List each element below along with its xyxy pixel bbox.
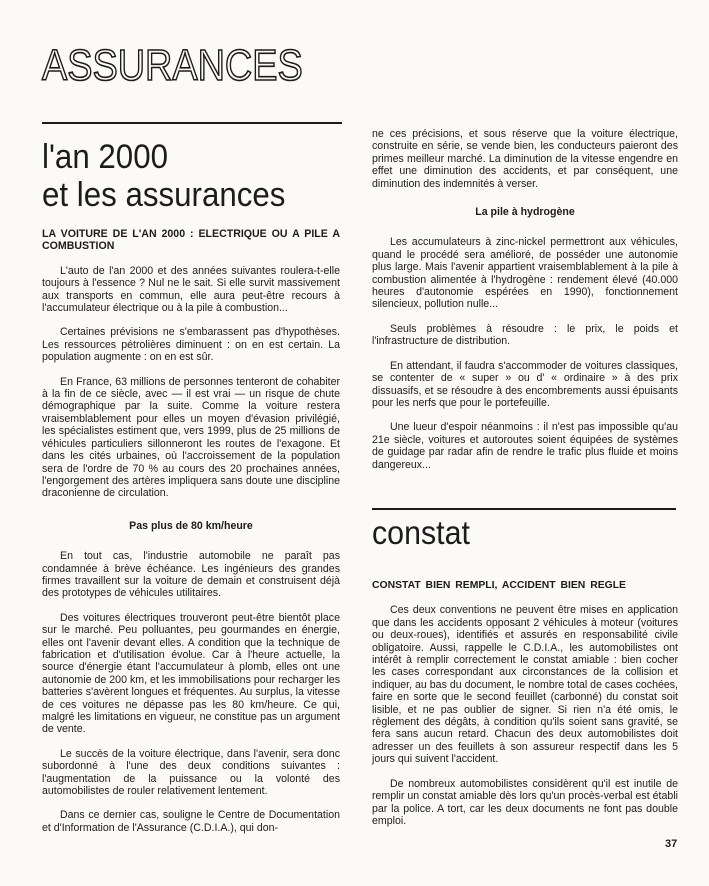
paragraph: De nombreux automobilistes considèrent qu'il est inutile de remplir un constat amiable dès lors qu'un procès-verbal est établi par la police. A tort, car les deux documents ne font pas double emploi.	[372, 777, 678, 827]
constat-title: constat	[372, 514, 470, 551]
paragraph: Les accumulateurs à zinc-nickel permettront aux véhicules, quand le procédé sera amélioré, de posséder une autonomie plus large. Mais l'avenir appartient vraisemblablement à la pile à combustion alimentée à l'hydrogène : rendement élevé (40.000 heures d'autonomie espérées en 1990), fonctionnement silencieux, pollution nulle...	[372, 236, 678, 311]
paragraph: Le succès de la voiture électrique, dans l'avenir, sera donc subordonné à l'une des deux conditions suivantes : l'augmentation de la puissance ou la volonté des automobilistes de rouler relativement lentement.	[42, 747, 340, 798]
paragraph: En attendant, il faudra s'accommoder de voitures classiques, se contenter de « super » ou d' « ordinaire » à des prix dissuasifs, et se résoudre à des encombrements aussi épuisants pour les nerfs que pour le portefeuille.	[372, 359, 678, 409]
constat-column	[372, 580, 678, 839]
paragraph: Dans ce dernier cas, souligne le Centre de Documentation et d'Information de l'Assurance (C.D.I.A.), qui don-	[42, 809, 340, 834]
title-rule	[42, 122, 342, 124]
article-title	[42, 138, 285, 214]
paragraph: Seuls problèmes à résoudre : le prix, le poids et l'infrastructure de distribution.	[372, 322, 678, 348]
right-subheading: La pile à hydrogène	[475, 206, 575, 219]
section-banner: ASSURANCES	[42, 41, 303, 90]
article-title-line-2: et les assurances	[42, 176, 286, 214]
paragraph: L'auto de l'an 2000 et des années suivantes roulera-t-elle toujours à l'essence ? Nul ne le sait. Si elle survit massivement aux transports en commun, elle aura peut-être recours à l'accumulateur électrique ou à la pile à combustion...	[42, 264, 340, 315]
left-heading: LA VOITURE DE L'AN 2000 : ELECTRIQUE OU A PILE A COMBUSTION	[42, 228, 340, 253]
left-subheading: Pas plus de 80 km/heure	[129, 519, 253, 532]
article-title-line-1: l'an 2000	[42, 138, 168, 176]
left-column	[42, 228, 340, 846]
page-number: 37	[665, 838, 678, 850]
right-column	[372, 128, 678, 483]
paragraph: Ces deux conventions ne peuvent être mises en application que dans les accidents opposant 2 véhicules à moteur (voitures ou deux-roues), identifiés et assurés en responsabilité civile obligatoire. Aussi, rappelle le C.D.I.A., les automobilistes ont intérêt à remplir correctement le constat amiable : bien cocher les cases correspondant aux circonstances de la collision et indiquer, au bas du document, le nombre total de cases cochées, faire en sorte que le second feuillet (carbonné) du constat soit lisible, et ne pas oublier de signer. Si rien n'a été omis, le règlement des dégâts, à condition qu'ils soient sans gravité, se fera sans aucun retard. Chacun des deux automobilistes doit adresser un des feuillets à son assureur respectif dans les 5 jours qui suivent l'accident.	[372, 604, 678, 766]
paragraph: En France, 63 millions de personnes tenteront de cohabiter à la fin de ce siècle, avec — il est vrai — un risque de chute démographique par la suite. Comme la voiture restera vraisemblablement pour elles un moyen d'évasion privilégié, les spécialistes estiment que, vers 1999, plus de 25 millions de véhicules particuliers sillonneront les routes de l'exagone. Et dans les cités urbaines, où l'accroissement de la population sera de l'ordre de 70 % au cours des 20 prochaines années, l'engorgement des artères impliquera sans doute une discipline draconienne de circulation.	[42, 375, 340, 500]
paragraph: ne ces précisions, et sous réserve que la voiture électrique, construite en série, se vende bien, les conducteurs paieront des primes meilleur marché. La diminution de la vitesse engendre en effet une diminution des accidents, et par conséquent, une diminution des indemnités à verser.	[372, 128, 678, 190]
constat-rule	[372, 508, 676, 510]
paragraph: Des voitures électriques trouveront peut-être bientôt place sur le marché. Peu polluantes, peu gourmandes en énergie, elles ont l'avenir devant elles. A condition que la technique de fabrication et d'utilisation évolue. Car à l'heure actuelle, la source d'énergie étant l'accumulateur à plomb, elles ont une autonomie de 200 km, et les immobilisations pour recharger les batteries s'avèrent longues et fréquentes. Au surplus, la vitesse de ces voitures ne dépasse pas les 80 km/heure. Ce qui, malgré les limitations en vigueur, ne constitue pas un argument de vente.	[42, 611, 340, 736]
paragraph: En tout cas, l'industrie automobile ne paraît pas condamnée à brève échéance. Les ingénieurs des grandes firmes travaillent sur la voiture de demain et construisent déjà des prototypes de véhicules utilitaires.	[42, 550, 340, 600]
paragraph: Une lueur d'espoir néanmoins : il n'est pas impossible qu'au 21e siècle, voitures et autoroutes soient équipées de systèmes de guidage par radar afin de rendre le trafic plus fluide et moins dangereux...	[372, 421, 678, 471]
constat-heading: CONSTAT BIEN REMPLI, ACCIDENT BIEN REGLE	[372, 580, 626, 591]
paragraph: Certaines prévisions ne s'embarassent pas d'hypothèses. Les ressources pétrolières diminuent : on en est certain. La population augmente : on en est sûr.	[42, 326, 340, 364]
